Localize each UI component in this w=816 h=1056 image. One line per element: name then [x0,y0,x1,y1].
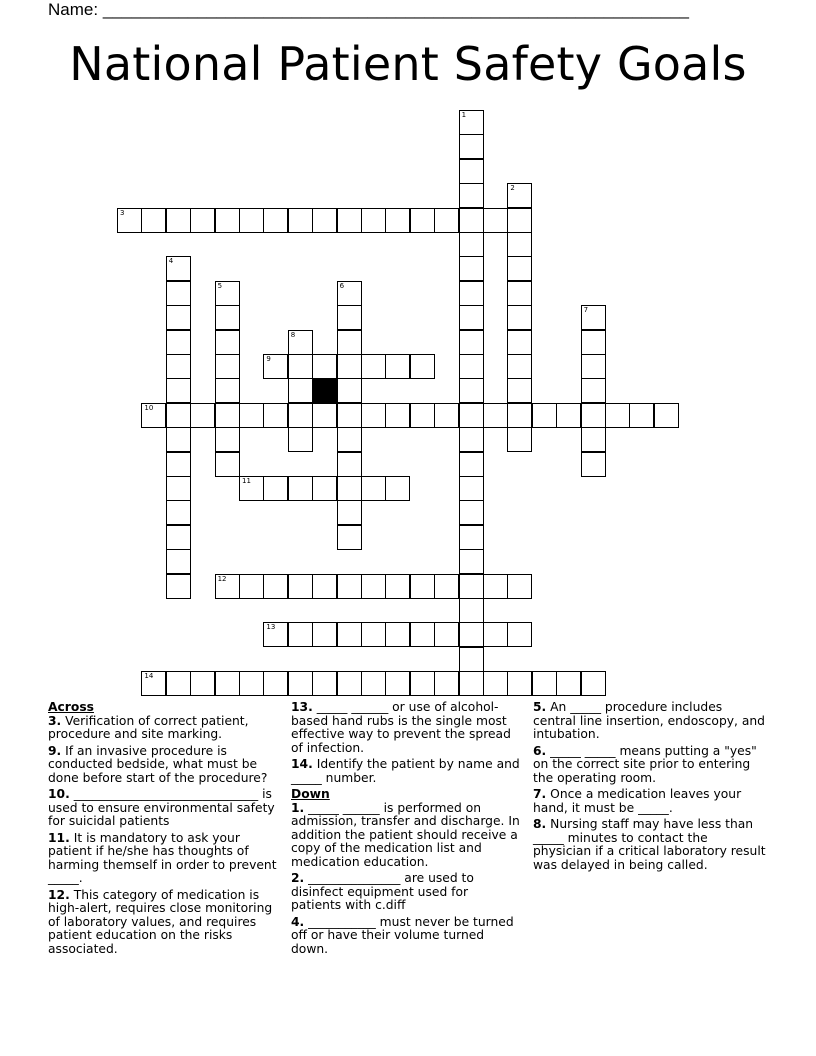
clue-number: 14. [291,757,313,771]
grid-cell[interactable] [263,574,288,599]
clue-number: 11. [48,830,70,845]
clue-number: 9. [48,743,62,758]
grid-cell[interactable] [459,378,484,403]
grid-cell[interactable] [410,354,435,379]
grid-cell[interactable] [459,549,484,574]
clue-number-label: 13 [266,623,276,632]
grid-cell[interactable] [337,671,362,696]
clue-text: _____ ______ is performed on admission, transfer and discharge. In addition the patient should receive a copy of the medication list and medication education. [291,800,520,869]
grid-cell[interactable] [459,256,484,281]
grid-cell[interactable] [459,671,484,696]
grid-cell[interactable] [556,671,581,696]
grid-cell[interactable] [337,622,362,647]
grid-cell[interactable] [288,671,313,696]
name-label: Name: [48,0,99,19]
clue-down-1 [291,802,521,870]
grid-cell[interactable] [288,476,313,501]
clue-text: Identify the patient by name and _____ number. [291,757,520,785]
clue-text: _______________ are used to disinfect equipment used for patients with c.diff [291,871,474,912]
grid-cell[interactable] [141,671,166,696]
grid-cell[interactable] [459,183,484,208]
clue-down-5 [533,701,769,742]
grid-cell[interactable] [166,671,191,696]
grid-cell[interactable] [605,403,630,428]
grid-cell[interactable] [166,549,191,574]
grid-cell[interactable] [361,476,386,501]
grid-cell[interactable] [434,403,459,428]
clue-number-label: 8 [290,330,296,339]
clue-number: 10. [48,787,70,801]
grid-cell[interactable] [434,574,459,599]
grid-cell[interactable] [166,500,191,525]
grid-cell[interactable] [581,354,606,379]
clue-across-14 [291,758,521,785]
grid-cell[interactable] [312,476,337,501]
grid-cell[interactable] [459,134,484,159]
clue-down-8 [533,818,769,872]
grid-cell[interactable] [507,183,532,208]
clue-text: _____ _____ means putting a "yes" on the correct site prior to entering the operating room. [533,743,757,785]
grid-cell[interactable] [654,403,679,428]
grid-cell[interactable] [581,452,606,477]
clue-number-label: 4 [168,257,174,266]
clue-number: 12. [48,887,70,902]
grid-cell[interactable] [288,403,313,428]
grid-cell[interactable] [410,403,435,428]
grid-cell[interactable] [288,427,313,452]
grid-cell[interactable] [459,232,484,257]
grid-cell[interactable] [581,330,606,355]
grid-cell[interactable] [166,525,191,550]
clue-number-label: 9 [266,355,271,363]
grid-cell[interactable] [263,208,288,233]
grid-cell[interactable] [337,403,362,428]
grid-cell[interactable] [459,305,484,330]
clue-text: Once a medication leaves your hand, it must be _____. [533,787,742,815]
grid-cell[interactable] [166,330,191,355]
clue-across-9 [48,745,284,786]
grid-cell[interactable] [581,427,606,452]
grid-cell[interactable] [459,330,484,355]
clue-number-label: 10 [144,403,154,412]
grid-cell[interactable] [190,671,215,696]
clue-text: This category of medication is high-alert, requires close monitoring of laboratory values, and requires patient education on the risks associated. [48,887,273,956]
clue-text: It is mandatory to ask your patient if he/she has thoughts of harming themself in order to prevent _____. [48,830,277,885]
grid-cell[interactable] [507,378,532,403]
grid-cell[interactable] [507,305,532,330]
grid-cell[interactable] [263,671,288,696]
grid-cell[interactable] [507,622,532,647]
clue-number: 2. [291,871,305,885]
grid-cell[interactable] [215,427,240,452]
grid-cell[interactable] [459,622,484,647]
grid-cell[interactable] [263,403,288,428]
grid-cell[interactable] [410,671,435,696]
clue-across-12 [48,889,284,957]
grid-cell[interactable] [434,622,459,647]
grid-cell[interactable] [166,476,191,501]
grid-cell[interactable] [507,330,532,355]
grid-cell[interactable] [288,208,313,233]
clue-number-label: 5 [217,281,223,290]
grid-cell[interactable] [288,574,313,599]
clue-number: 5. [533,700,547,714]
grid-cell[interactable] [239,476,264,501]
grid-cell[interactable] [239,671,264,696]
grid-cell[interactable] [215,305,240,330]
grid-cell[interactable] [166,427,191,452]
grid-cell[interactable] [507,574,532,599]
grid-cell[interactable] [361,403,386,428]
grid-cell[interactable] [337,281,362,306]
grid-cell[interactable] [532,403,557,428]
grid-cell[interactable] [459,403,484,428]
grid-cell[interactable] [507,256,532,281]
grid-cell[interactable] [385,671,410,696]
grid-cell[interactable] [239,208,264,233]
grid-cell[interactable] [215,281,240,306]
grid-cell[interactable] [507,671,532,696]
grid-cell[interactable] [459,208,484,233]
grid-cell[interactable] [507,403,532,428]
grid-cell[interactable] [459,427,484,452]
grid-cell[interactable] [385,208,410,233]
clue-number-label: 11 [242,477,251,485]
grid-cell[interactable] [166,378,191,403]
grid-cell[interactable] [459,354,484,379]
grid-cell[interactable] [312,403,337,428]
clues-column-1 [48,701,284,959]
grid-cell[interactable] [507,427,532,452]
grid-cell[interactable] [459,281,484,306]
grid-cell[interactable] [312,208,337,233]
grid-cell[interactable] [215,354,240,379]
clue-across-11 [48,832,284,886]
page-title: National Patient Safety Goals [69,37,747,91]
grid-cell[interactable] [337,427,362,452]
grid-cell[interactable] [337,452,362,477]
grid-cell[interactable] [434,208,459,233]
grid-cell[interactable] [215,403,240,428]
grid-cell[interactable] [361,208,386,233]
grid-cell[interactable] [361,354,386,379]
clue-number-label: 14 [144,672,154,681]
grid-cell[interactable] [288,354,313,379]
grid-cell[interactable] [556,403,581,428]
grid-cell[interactable] [629,403,654,428]
grid-cell[interactable] [483,574,508,599]
clue-number-label: 2 [510,184,515,193]
clues-column-3 [533,701,769,875]
clue-text: ___________ must never be turned off or have their volume turned down. [291,914,514,956]
down-heading: Down [291,787,330,801]
grid-cell[interactable] [507,281,532,306]
grid-cell[interactable] [215,452,240,477]
grid-cell-blocked [312,378,337,403]
clue-number: 13. [291,700,313,714]
grid-cell[interactable] [507,354,532,379]
grid-cell[interactable] [166,452,191,477]
grid-cell[interactable] [581,305,606,330]
clue-number: 3. [48,713,62,728]
grid-cell[interactable] [459,574,484,599]
grid-cell[interactable] [385,476,410,501]
grid-cell[interactable] [410,622,435,647]
grid-cell[interactable] [337,525,362,550]
grid-cell[interactable] [532,671,557,696]
grid-cell[interactable] [483,403,508,428]
grid-cell[interactable] [141,403,166,428]
across-heading: Across [48,700,94,714]
clue-number: 6. [533,743,547,758]
grid-cell[interactable] [459,110,484,135]
grid-cell[interactable] [385,574,410,599]
grid-cell[interactable] [288,622,313,647]
clue-down-2 [291,872,521,913]
grid-cell[interactable] [459,647,484,672]
grid-cell[interactable] [361,671,386,696]
grid-cell[interactable] [337,476,362,501]
grid-cell[interactable] [483,671,508,696]
grid-cell[interactable] [337,330,362,355]
clue-down-6 [533,745,769,786]
clue-number-label: 6 [339,281,345,290]
grid-cell[interactable] [337,378,362,403]
grid-cell[interactable] [190,208,215,233]
grid-cell[interactable] [166,354,191,379]
grid-cell[interactable] [166,256,191,281]
grid-cell[interactable] [385,354,410,379]
grid-cell[interactable] [190,403,215,428]
grid-cell[interactable] [337,354,362,379]
grid-cell[interactable] [263,622,288,647]
grid-cell[interactable] [581,378,606,403]
grid-cell[interactable] [459,452,484,477]
clue-number: 4. [291,914,305,929]
clue-number-label: 3 [120,208,125,217]
grid-cell[interactable] [166,208,191,233]
grid-cell[interactable] [410,574,435,599]
name-blank-line[interactable]: ______________________________________________________________ [102,0,689,19]
grid-cell[interactable] [312,574,337,599]
grid-cell[interactable] [263,354,288,379]
grid-cell[interactable] [215,671,240,696]
clue-number: 1. [291,800,305,815]
grid-cell[interactable] [337,305,362,330]
grid-cell[interactable] [459,476,484,501]
grid-cell[interactable] [337,208,362,233]
clue-text: An _____ procedure includes central line insertion, endoscopy, and intubation. [533,700,765,741]
grid-cell[interactable] [288,330,313,355]
grid-cell[interactable] [459,525,484,550]
grid-cell[interactable] [385,622,410,647]
grid-cell[interactable] [166,305,191,330]
clue-down-7 [533,788,769,815]
grid-cell[interactable] [581,671,606,696]
grid-cell[interactable] [141,208,166,233]
grid-cell[interactable] [288,378,313,403]
grid-cell[interactable] [239,574,264,599]
grid-cell[interactable] [385,403,410,428]
grid-cell[interactable] [361,622,386,647]
grid-cell[interactable] [215,574,240,599]
clue-across-13 [291,701,521,755]
grid-cell[interactable] [263,476,288,501]
clue-across-3 [48,715,284,742]
clue-number-label: 1 [461,111,467,119]
grid-cell[interactable] [166,281,191,306]
grid-cell[interactable] [507,208,532,233]
grid-cell[interactable] [410,208,435,233]
clue-number: 7. [533,787,547,801]
grid-cell[interactable] [361,574,386,599]
grid-cell[interactable] [459,159,484,184]
grid-cell[interactable] [483,208,508,233]
grid-cell[interactable] [312,622,337,647]
grid-cell[interactable] [434,671,459,696]
grid-cell[interactable] [215,330,240,355]
grid-cell[interactable] [581,403,606,428]
clue-text: _____ ______ or use of alcohol-based hand rubs is the single most effective way to prevent the spread of infection. [291,700,511,755]
grid-cell[interactable] [507,232,532,257]
clue-text: If an invasive procedure is conducted bedside, what must be done before start of the procedure? [48,743,268,785]
clue-text: ______________________________ is used to ensure environmental safety for suicidal patients [48,787,275,828]
clue-down-4 [291,916,521,957]
grid-cell[interactable] [166,403,191,428]
grid-cell[interactable] [215,378,240,403]
grid-cell[interactable] [337,574,362,599]
grid-cell[interactable] [312,354,337,379]
clue-number-label: 12 [217,574,227,583]
grid-cell[interactable] [459,598,484,623]
grid-cell[interactable] [239,403,264,428]
clue-text: Nursing staff may have less than _____ minutes to contact the physician if a critical laboratory result was delayed in being called. [533,817,766,872]
grid-cell[interactable] [483,622,508,647]
grid-cell[interactable] [215,208,240,233]
grid-cell[interactable] [459,500,484,525]
grid-cell[interactable] [166,574,191,599]
grid-cell[interactable] [117,208,142,233]
grid-cell[interactable] [312,671,337,696]
clues-column-2 [291,701,521,959]
clue-text: Verification of correct patient, procedure and site marking. [48,713,249,741]
grid-cell[interactable] [337,500,362,525]
clue-across-10 [48,788,284,829]
clue-number: 8. [533,817,547,831]
clue-number-label: 7 [583,306,589,315]
